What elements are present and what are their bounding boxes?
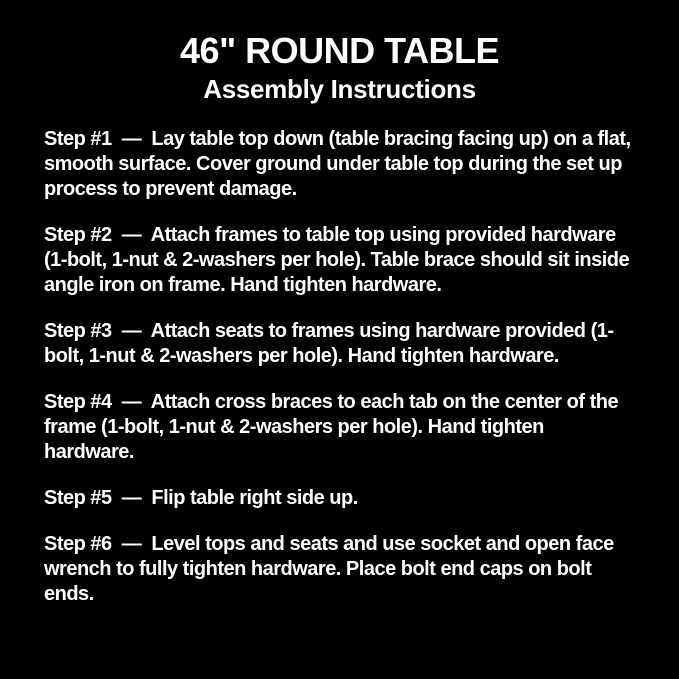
header <box>44 30 635 105</box>
step-3: Step #3 — Attach seats to frames using hardware provided (1-bolt, 1-nut & 2-washers per hole). Hand tighten hardware. <box>44 320 614 368</box>
step-5: Step #5 — Flip table right side up. <box>44 487 358 510</box>
page-title: 46" ROUND TABLE <box>180 30 499 71</box>
page-subtitle: Assembly Instructions <box>203 74 476 105</box>
step-6: Step #6 — Level tops and seats and use socket and open face wrench to fully tighten hardware. Place bolt end caps on bolt ends. <box>44 533 619 606</box>
step-2: Step #2 — Attach frames to table top using provided hardware (1-bolt, 1-nut & 2-washers per hole). Table brace should sit inside angle iron on frame. Hand tighten hardware. <box>44 224 635 297</box>
steps-list <box>44 127 635 607</box>
step-1: Step #1 — Lay table top down (table bracing facing up) on a flat, smooth surface. Cover ground under table top during the set up process to prevent damage. <box>44 128 636 201</box>
step-4: Step #4 — Attach cross braces to each tab on the center of the frame (1-bolt, 1-nut & 2-washers per hole). Hand tighten hardware. <box>44 391 624 464</box>
